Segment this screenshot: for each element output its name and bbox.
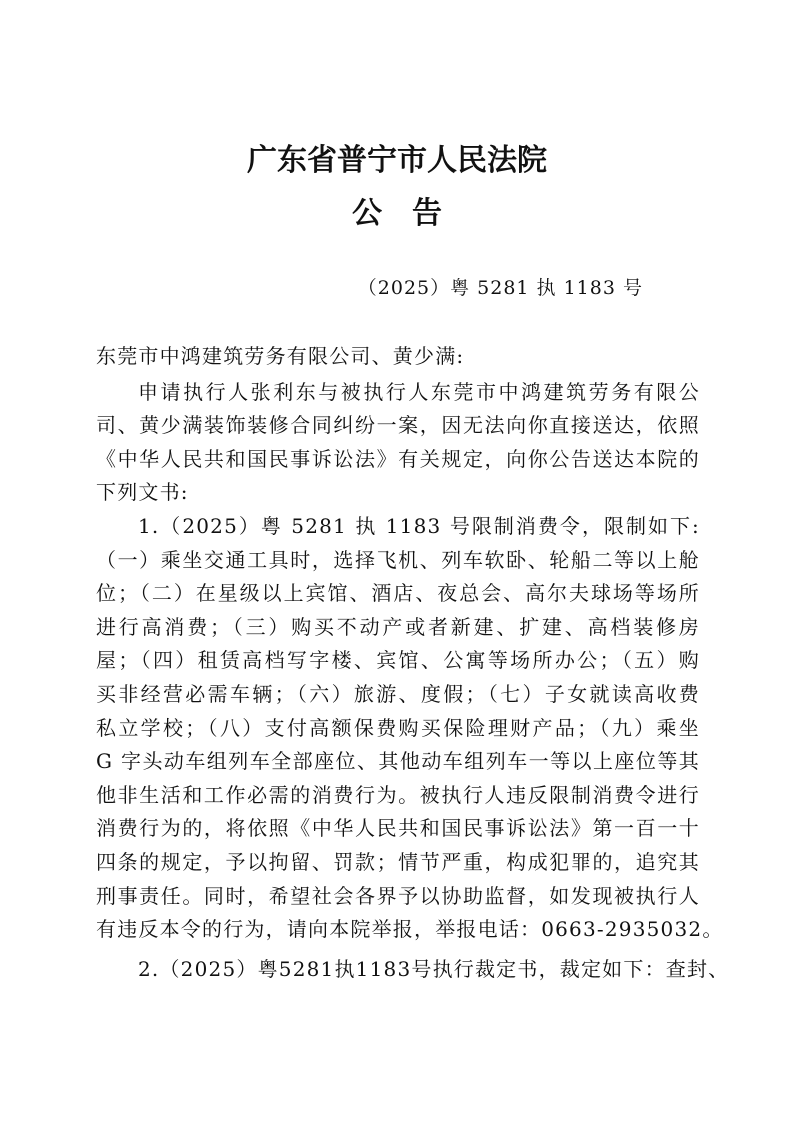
paragraph-line: 他非生活和工作必需的消费行为。被执行人违反限制消费令进行 — [96, 782, 700, 807]
case-number: （2025）粤 5281 执 1183 号 — [357, 277, 643, 299]
paragraph-line: （一）乘坐交通工具时，选择飞机、列车软卧、轮船二等以上舱 — [96, 547, 700, 572]
paragraph-line: 有违反本令的行为，请向本院举报，举报电话：0663-2935032。 — [96, 917, 724, 942]
paragraph-line: 下列文书: — [96, 480, 189, 505]
notice-body — [96, 340, 730, 986]
doc-type-char-2: 告 — [412, 196, 442, 231]
document-type-heading — [0, 192, 794, 236]
paragraph-line: 1.（2025）粤 5281 执 1183 号限制消费令，限制如下: — [138, 513, 700, 538]
paragraph-line: G 字头动车组列车全部座位、其他动车组列车一等以上座位等其 — [96, 749, 700, 774]
court-name-heading: 广东省普宁市人民法院 — [247, 143, 547, 178]
paragraph-line: 申请执行人张利东与被执行人东莞市中鸿建筑劳务有限公 — [138, 379, 700, 404]
paragraph-line: 进行高消费；（三）购买不动产或者新建、扩建、高档装修房 — [96, 614, 700, 639]
paragraph-line: 买非经营必需车辆；（六）旅游、度假；（七）子女就读高收费 — [96, 681, 700, 706]
paragraph-line: 四条的规定，予以拘留、罚款；情节严重，构成犯罪的，追究其 — [96, 849, 700, 874]
paragraph-line: 私立学校；（八）支付高额保费购买保险理财产品；（九）乘坐 — [96, 715, 700, 740]
paragraph-line: 2.（2025）粤5281执1183号执行裁定书，裁定如下：查封、 — [138, 956, 730, 981]
addressee-line: 东莞市中鸿建筑劳务有限公司、黄少满: — [96, 344, 465, 368]
paragraph-line: 屋；（四）租赁高档写字楼、宾馆、公寓等场所办公；（五）购 — [96, 648, 700, 673]
paragraph-line: 《中华人民共和国民事诉讼法》有关规定，向你公告送达本院的 — [96, 446, 700, 471]
paragraph-line: 刑事责任。同时，希望社会各界予以协助监督，如发现被执行人 — [96, 883, 700, 908]
paragraph-line: 消费行为的，将依照《中华人民共和国民事诉讼法》第一百一十 — [96, 816, 700, 841]
paragraph-line: 司、黄少满装饰装修合同纠纷一案，因无法向你直接送达，依照 — [96, 413, 700, 438]
doc-type-char-1: 公 — [352, 196, 382, 231]
paragraph-line: 位；（二）在星级以上宾馆、酒店、夜总会、高尔夫球场等场所 — [96, 581, 700, 606]
